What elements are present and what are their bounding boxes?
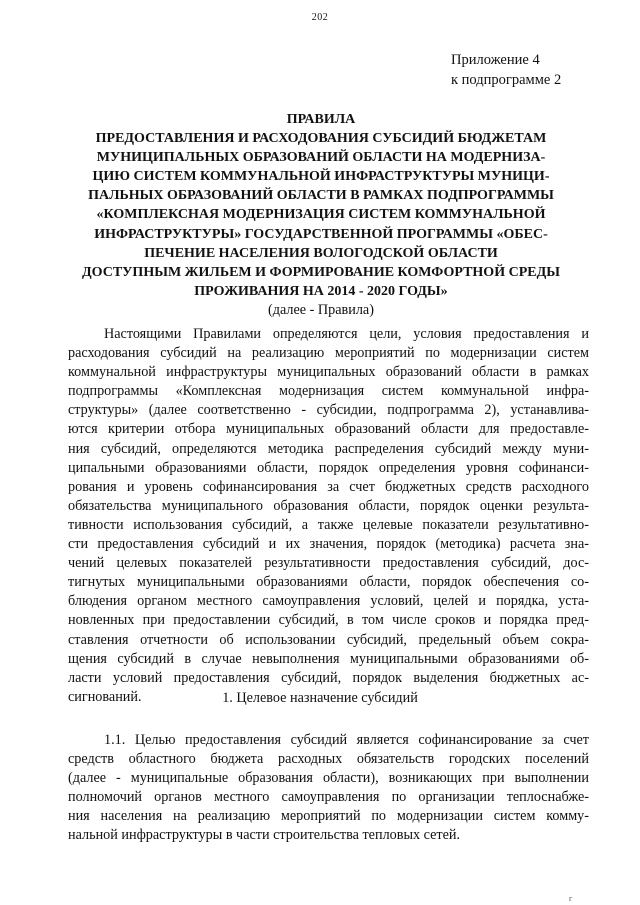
paragraph-line: чений целевых показателей результативности предоставления субсидий, дос- <box>68 555 589 572</box>
paragraph-line: щения субсидий в случае невыполнения муниципальными образованиями об- <box>68 650 589 667</box>
title-line: ИНФРАСТРУКТУРЫ» ГОСУДАРСТВЕННОЙ ПРОГРАММЫ «ОБЕС- <box>94 226 548 242</box>
paragraph-line: блюдения органом местного самоуправления условий, целей и порядка, уста- <box>68 593 589 610</box>
title-line: ПРАВИЛА <box>286 112 356 127</box>
paragraph-line: структуры» (далее соответственно - субсидии, подпрограмма 2), устанавлива- <box>68 402 589 419</box>
paragraph-line: Настоящими Правилами определяются цели, условия предоставления и <box>104 326 589 342</box>
paragraph-line: ния субсидий, определяются методика распределения субсидий между муни- <box>68 440 589 457</box>
intro-paragraph <box>68 325 589 707</box>
title-line: ДОСТУПНЫМ ЖИЛЬЕМ И ФОРМИРОВАНИЕ КОМФОРТНОЙ СРЕДЫ <box>82 264 560 280</box>
paragraph-line: ласти условий предоставления субсидий, порядок выделения бюджетных ас- <box>68 669 589 686</box>
title-line: ПЕЧЕНИЕ НАСЕЛЕНИЯ ВОЛОГОДСКОЙ ОБЛАСТИ <box>144 245 498 261</box>
paragraph-line: обязательства муниципального образования области, порядок оценки результа- <box>68 497 589 514</box>
appendix-reference <box>451 50 561 90</box>
paragraph-line: рования и уровень софинансирования за счет бюджетных средств расходного <box>68 478 589 495</box>
paragraph-line: сти предоставления субсидий и их значения, порядок (методика) расчета зна- <box>68 536 589 553</box>
paragraph-line: подпрограммы «Комплексная модернизация систем коммунальной инфра- <box>68 383 589 400</box>
paragraph-line: тигнутых муниципальными образованиями области, порядок обеспечения со- <box>68 574 589 591</box>
title-line: ПАЛЬНЫХ ОБРАЗОВАНИЙ ОБЛАСТИ В РАМКАХ ПОДПРОГРАММЫ <box>88 188 554 204</box>
paragraph-line: нальной инфраструктуры в части строительства тепловых сетей. <box>68 827 461 844</box>
paragraph-line: расходования субсидий на реализацию мероприятий по модернизации систем <box>68 345 589 362</box>
paragraph-line: 1.1. Целью предоставления субсидий является софинансирование за счет <box>104 732 589 748</box>
title-line: МУНИЦИПАЛЬНЫХ ОБРАЗОВАНИЙ ОБЛАСТИ НА МОДЕРНИЗА- <box>96 150 546 166</box>
paragraph-line: новленных при предоставлении субсидий, в том числе сроков и порядка пред- <box>68 612 589 629</box>
title-line: «КОМПЛЕКСНАЯ МОДЕРНИЗАЦИЯ СИСТЕМ КОММУНАЛЬНОЙ <box>96 207 546 223</box>
section-heading: 1. Целевое назначение субсидий <box>222 690 418 706</box>
paragraph-line: ния населения на реализацию мероприятий по модернизации систем комму- <box>68 808 589 825</box>
appendix-line: Приложение 4 <box>451 52 540 68</box>
point-1-1-paragraph <box>68 731 589 846</box>
title-line: ПРОЖИВАНИЯ НА 2014 - 2020 ГОДЫ» <box>194 283 448 299</box>
paragraph-line: сигнований. <box>68 688 142 705</box>
title-line: ПРЕДОСТАВЛЕНИЯ И РАСХОДОВАНИЯ СУБСИДИЙ БЮДЖЕТАМ <box>95 131 547 147</box>
paragraph-line: ципальными образованиями области, порядок определения уровня софинанси- <box>68 459 589 476</box>
corner-mark: г <box>569 894 573 903</box>
appendix-line: к подпрограмме 2 <box>451 72 562 88</box>
paragraph-line: полномочий органов местного самоуправления по организации теплоснабже- <box>68 789 589 806</box>
title-subtitle: (далее - Правила) <box>268 301 374 318</box>
paragraph-line: тивности использования субсидий, а также целевые показатели результативно- <box>68 516 589 533</box>
page-number: 202 <box>311 12 329 23</box>
paragraph-line: коммунальной инфраструктуры муниципальных образований области в рамках <box>68 364 589 381</box>
paragraph-line: средств областного бюджета расходных обязательств городских поселений <box>68 751 589 768</box>
paragraph-line: ставления отчетности об использовании субсидий, предельный объем сокра- <box>68 631 589 648</box>
paragraph-line: (далее - муниципальные образования области), возникающих при выполнении <box>68 770 589 787</box>
paragraph-line: ются критерии отбора муниципальных образований области для предоставле- <box>68 421 589 438</box>
document-title <box>60 110 582 320</box>
title-line: ЦИЮ СИСТЕМ КОММУНАЛЬНОЙ ИНФРАСТРУКТУРЫ МУНИЦИ- <box>92 169 550 185</box>
